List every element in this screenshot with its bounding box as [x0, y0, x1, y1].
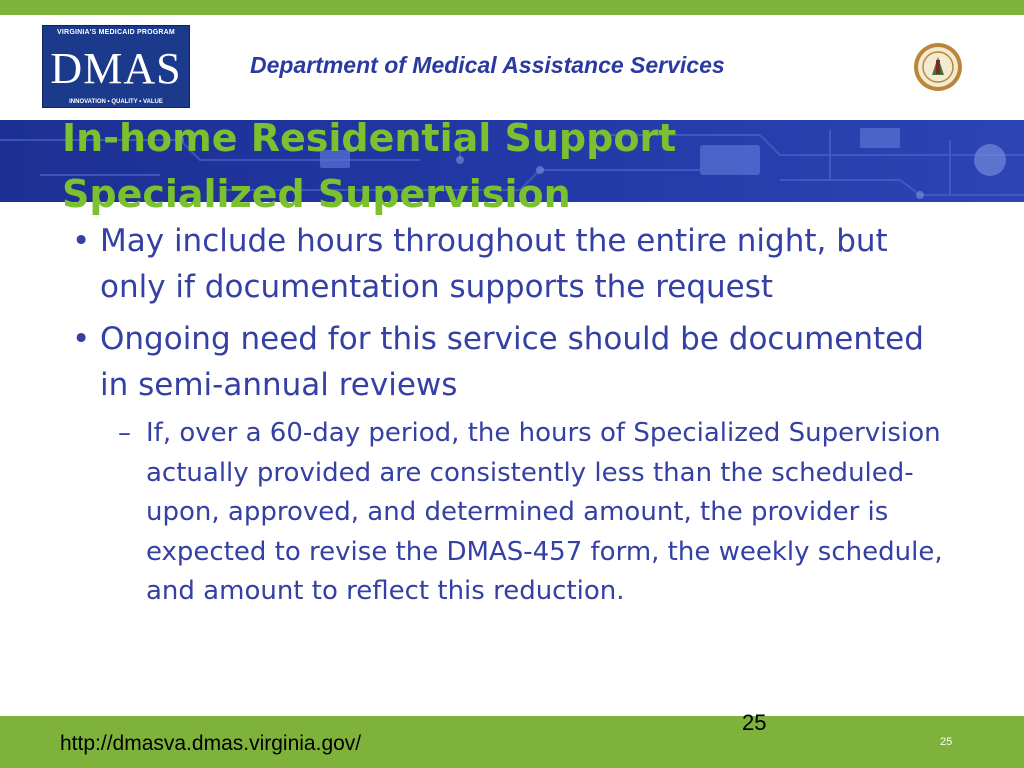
bullet-item — [60, 316, 960, 408]
sub-bullet-item — [60, 414, 960, 612]
virginia-seal-icon — [913, 42, 963, 92]
slide-title-line-1: In-home Residential Support — [62, 116, 677, 160]
bullet-dot-icon: • — [72, 321, 91, 357]
slide-title — [62, 110, 962, 222]
bullet-text: May include hours throughout the entire night, but only if documentation supports the request — [100, 223, 888, 305]
page-number-large: 25 — [742, 710, 767, 735]
slide-title-line-2: Specialized Supervision — [62, 172, 571, 216]
bullet-text: Ongoing need for this service should be documented in semi-annual reviews — [100, 321, 924, 403]
bullet-list — [60, 218, 960, 612]
logo-top-text: VIRGINIA'S MEDICAID PROGRAM — [57, 29, 175, 36]
top-accent-bar — [0, 0, 1024, 15]
logo-bottom-text: INNOVATION • QUALITY • VALUE — [69, 99, 163, 105]
footer-url-link[interactable]: http://dmasva.dmas.virginia.gov/ — [60, 732, 362, 755]
page-number-small: 25 — [940, 736, 953, 748]
logo-main-text: DMAS — [50, 44, 182, 93]
sub-bullet-text: If, over a 60-day period, the hours of Specialized Supervision actually provided are consistently less than the scheduled-upon, approved, and determined amount, the provider is expected to revise the DMAS-457 form, the weekly schedule, and amount to reflect this reduction. — [146, 418, 943, 606]
dash-icon: – — [118, 418, 131, 448]
bullet-item — [60, 218, 960, 310]
bullet-dot-icon: • — [72, 223, 91, 259]
department-name: Department of Medical Assistance Services — [250, 52, 725, 78]
dmas-logo — [42, 25, 190, 108]
